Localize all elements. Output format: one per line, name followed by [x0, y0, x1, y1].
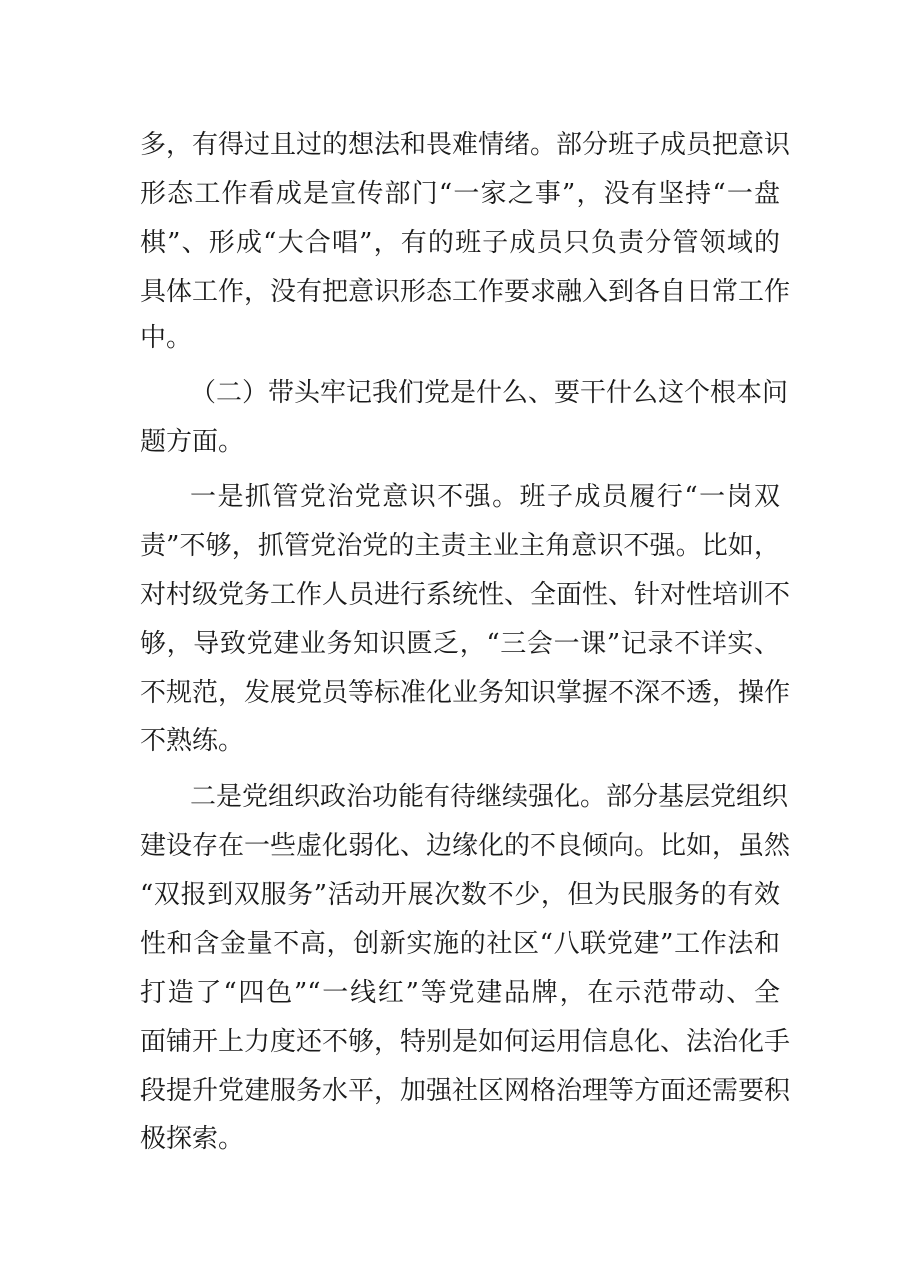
- text-line: 极探索。: [140, 1124, 245, 1154]
- text-line: 形态工作看成是宣传部门“一家之事”，没有坚持“一盘: [140, 179, 780, 209]
- text-line: 打造了“四色”“一线红”等党建品牌，在示范带动、全: [140, 978, 780, 1008]
- text-line: 够，导致党建业务知识匮乏，“三会一课”记录不详实、: [140, 629, 780, 659]
- text-line: “双报到双服务”活动开展次数不少，但为民服务的有效: [140, 880, 780, 910]
- text-line: 不规范，发展党员等标准化业务知识掌握不深不透，操作: [140, 678, 791, 708]
- text-line: 面铺开上力度还不够，特别是如何运用信息化、法治化手: [140, 1027, 791, 1057]
- text-line: 具体工作，没有把意识形态工作要求融入到各自日常工作: [140, 277, 791, 307]
- text-line: （二）带头牢记我们党是什么、要干什么这个根本问: [190, 378, 789, 408]
- text-line: 责”不够，抓管党治党的主责主业主角意识不强。比如，: [140, 531, 780, 561]
- text-line: 性和含金量不高，创新实施的社区“八联党建”工作法和: [140, 929, 780, 959]
- text-line: 段提升党建服务水平，加强社区网格治理等方面还需要积: [140, 1076, 791, 1106]
- text-line: 棋”、形成“大合唱”，有的班子成员只负责分管领域的: [140, 228, 780, 258]
- text-line: 不熟练。: [140, 726, 245, 756]
- text-line: 题方面。: [140, 427, 245, 457]
- text-line: 中。: [140, 323, 193, 353]
- text-line: 建设存在一些虚化弱化、边缘化的不良倾向。比如，虽然: [140, 831, 791, 861]
- text-line: 二是党组织政治功能有待继续强化。部分基层党组织: [190, 782, 789, 812]
- text-line: 一是抓管党治党意识不强。班子成员履行“一岗双: [190, 482, 780, 512]
- text-line: 多，有得过且过的想法和畏难情绪。部分班子成员把意识: [140, 130, 791, 160]
- text-line: 对村级党务工作人员进行系统性、全面性、针对性培训不: [140, 580, 791, 610]
